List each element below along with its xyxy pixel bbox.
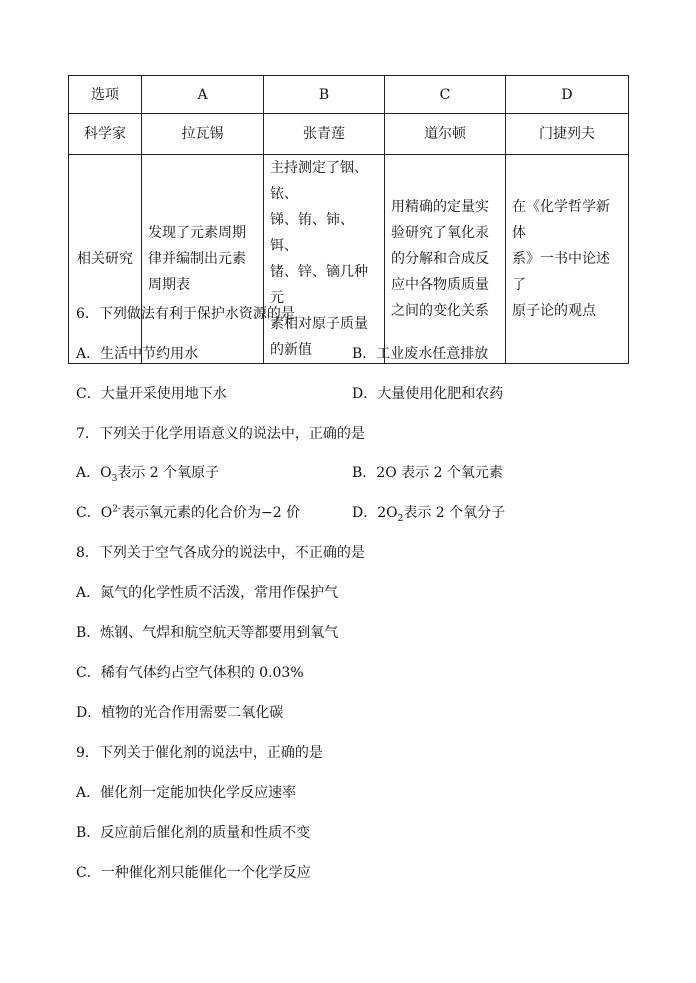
option-text: 表示氧元素的化合价为−2 价 xyxy=(120,505,301,521)
question-9-option-c: C．一种催化剂只能催化一个化学反应 xyxy=(76,865,311,881)
table-cell: 用精确的定量实 验研究了氧化汞 的分解和合成反 应中各物质质量 之间的变化关系 xyxy=(385,155,506,364)
question-7-option-c xyxy=(76,503,300,523)
table-cell: 门捷列夫 xyxy=(506,114,629,155)
option-text: 表示 2 个氧原子 xyxy=(117,465,220,481)
question-8-option-d: D．植物的光合作用需要二氧化碳 xyxy=(76,705,284,721)
option-text: A．O xyxy=(76,465,112,481)
table-row-scientist xyxy=(69,114,629,155)
superscript: 2- xyxy=(112,504,121,515)
table-cell: 选项 xyxy=(69,76,142,114)
table-cell: 道尔顿 xyxy=(385,114,506,155)
question-7-option-a xyxy=(76,463,219,483)
table-cell: 科学家 xyxy=(69,114,142,155)
question-9-stem: 9．下列关于催化剂的说法中，正确的是 xyxy=(76,745,323,761)
question-9-option-b: B．反应前后催化剂的质量和性质不变 xyxy=(76,825,311,841)
table-cell: 张青莲 xyxy=(264,114,385,155)
question-7-option-b: B．2O 表示 2 个氧元素 xyxy=(352,465,503,481)
table-cell: 主持测定了铟、铱、 锑、铕、铈、铒、 锗、锌、镝几种元 素相对原子质量 的新值 xyxy=(264,155,385,364)
option-text: 表示 2 个氧分子 xyxy=(403,505,506,521)
table-cell: D xyxy=(506,76,629,114)
question-6-option-c: C．大量开采使用地下水 xyxy=(76,386,227,402)
subscript: 3 xyxy=(111,473,118,484)
question-8-option-c: C．稀有气体约占空气体积的 0.03% xyxy=(76,665,304,681)
table-cell: C xyxy=(385,76,506,114)
question-6-option-d: D．大量使用化肥和农药 xyxy=(352,386,504,402)
question-6-option-a: A．生活中节约用水 xyxy=(76,346,199,362)
question-7-stem: 7．下列关于化学用语意义的说法中，正确的是 xyxy=(76,426,365,442)
table-cell: 发现了元素周期 律并编制出元素 周期表 xyxy=(142,155,264,364)
table-cell: 在《化学哲学新体 系》一书中论述了 原子论的观点 xyxy=(506,155,629,364)
table-row-research xyxy=(69,155,629,364)
question-9-option-a: A．催化剂一定能加快化学反应速率 xyxy=(76,785,297,801)
table-header-row xyxy=(69,76,629,114)
option-text: D．2O xyxy=(352,505,398,521)
question-8-stem: 8．下列关于空气各成分的说法中，不正确的是 xyxy=(76,545,365,561)
table-cell: 相关研究 xyxy=(69,155,142,364)
subscript: 2 xyxy=(397,513,404,524)
table-cell: 拉瓦锡 xyxy=(142,114,264,155)
question-6-option-b: B．工业废水任意排放 xyxy=(352,346,489,362)
question-8-option-b: B．炼钢、气焊和航空航天等都要用到氧气 xyxy=(76,625,339,641)
question-6-stem: 6．下列做法有利于保护水资源的是 xyxy=(76,306,295,322)
option-text: C．O xyxy=(76,505,113,521)
question-8-option-a: A．氮气的化学性质不活泼，常用作保护气 xyxy=(76,585,339,601)
table-cell: A xyxy=(142,76,264,114)
table-cell: B xyxy=(264,76,385,114)
question-7-option-d xyxy=(352,503,505,523)
